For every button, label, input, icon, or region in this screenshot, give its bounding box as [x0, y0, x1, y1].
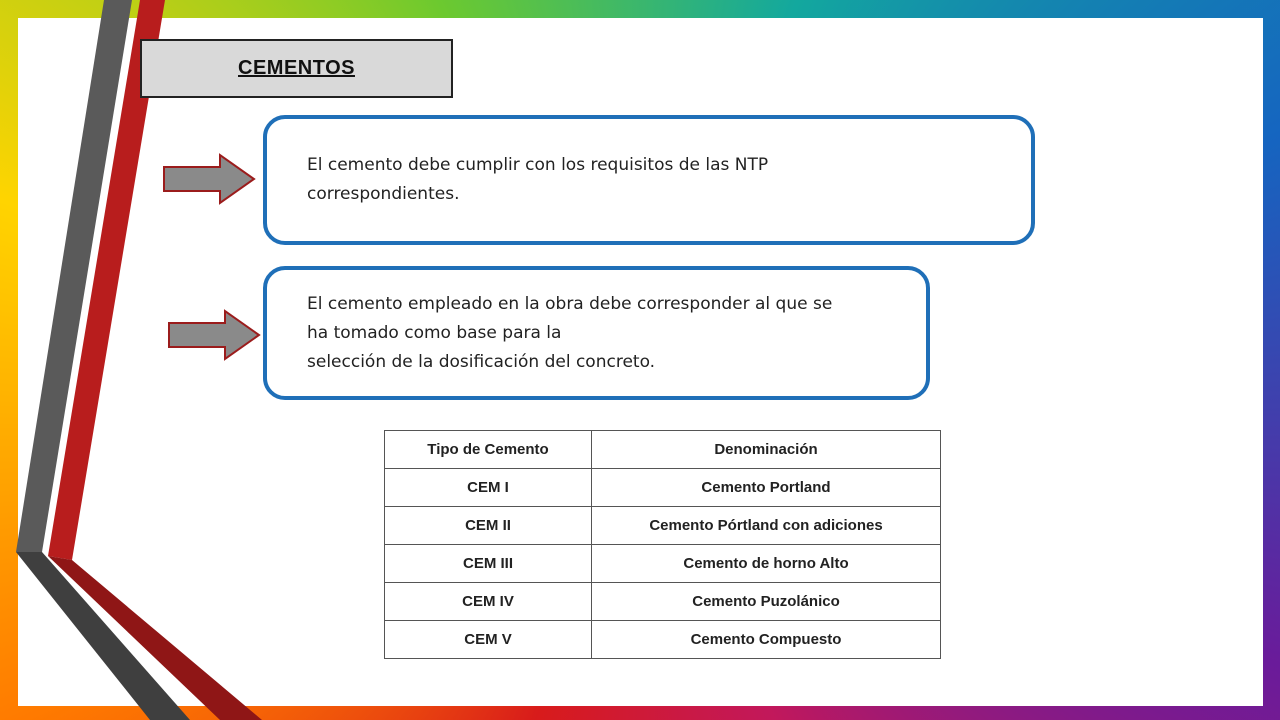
arrow-right-icon — [162, 153, 256, 205]
cell-denominacion: Cemento de horno Alto — [592, 545, 941, 583]
table-row — [385, 545, 941, 583]
cement-types-table — [384, 430, 941, 659]
cell-denominacion: Cemento Puzolánico — [592, 583, 941, 621]
cell-denominacion: Cemento Compuesto — [592, 621, 941, 659]
info-line: correspondientes. — [307, 184, 460, 204]
info-line: ha tomado como base para la — [307, 322, 562, 343]
table-header-row — [385, 431, 941, 469]
table-row — [385, 469, 941, 507]
info-box-ntp — [263, 115, 1035, 245]
table-row — [385, 621, 941, 659]
cell-tipo: CEM IV — [385, 583, 592, 621]
page-title: CEMENTOS — [238, 57, 355, 79]
cell-tipo: CEM III — [385, 545, 592, 583]
cell-denominacion: Cemento Pórtland con adiciones — [592, 507, 941, 545]
table-row — [385, 507, 941, 545]
table-row — [385, 583, 941, 621]
info-line: selección de la dosificación del concreto. — [307, 351, 656, 372]
cell-tipo: CEM I — [385, 469, 592, 507]
info-line: El cemento empleado en la obra debe corresponder al que se — [307, 293, 833, 314]
arrow-right-icon — [167, 309, 261, 361]
title-box — [140, 39, 453, 98]
column-header-tipo: Tipo de Cemento — [385, 431, 592, 469]
cell-denominacion: Cemento Portland — [592, 469, 941, 507]
cell-tipo: CEM V — [385, 621, 592, 659]
cell-tipo: CEM II — [385, 507, 592, 545]
info-box-obra — [263, 266, 930, 400]
info-line: El cemento debe cumplir con los requisitos de las NTP — [307, 155, 769, 175]
column-header-denominacion: Denominación — [592, 431, 941, 469]
